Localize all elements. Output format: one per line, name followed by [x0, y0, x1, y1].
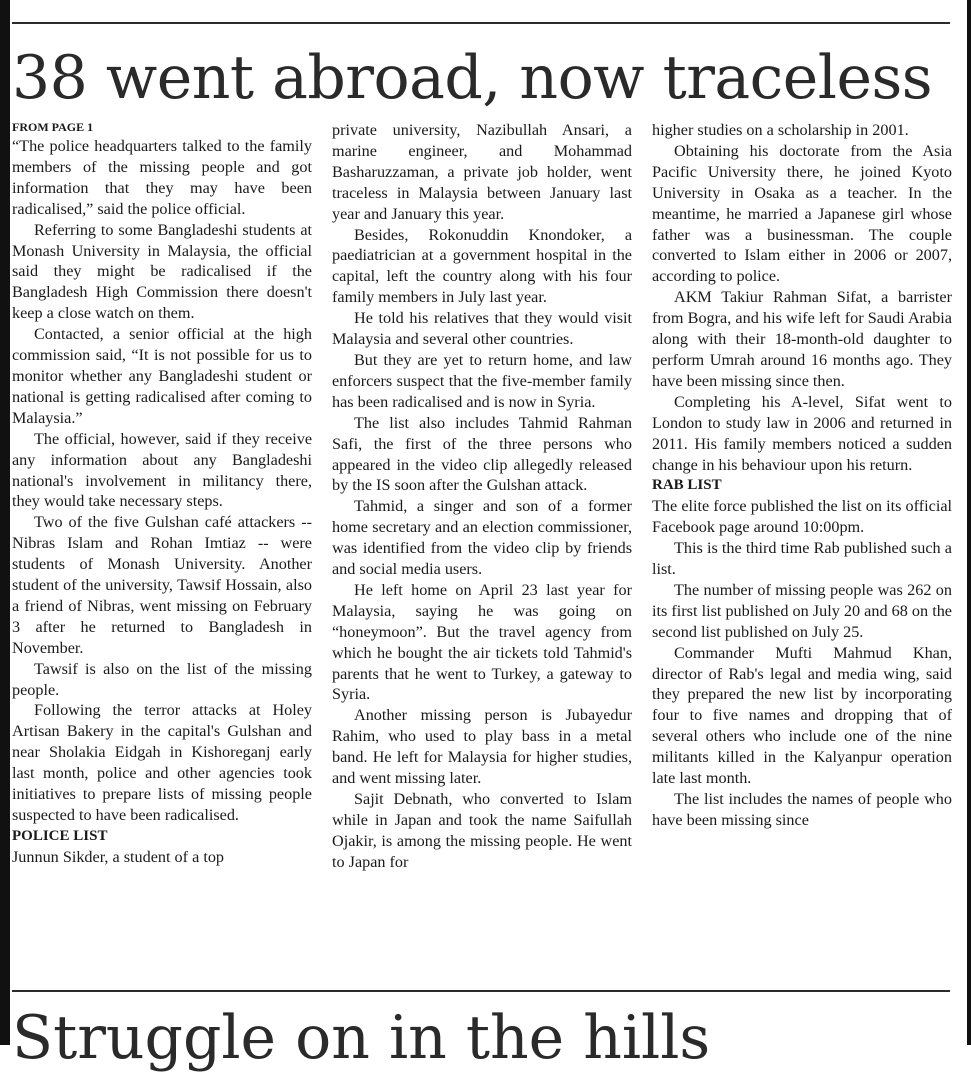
section-subhead-police-list: POLICE LIST	[12, 827, 108, 844]
bottom-rule	[12, 990, 950, 992]
article-column-3	[652, 120, 952, 976]
scan-left-edge	[0, 0, 10, 1045]
paragraph: The official, however, said if they receive any information about any Bangladeshi national's involvement in militancy there, they would take necessary steps.	[12, 429, 312, 511]
paragraph: He told his relatives that they would visit Malaysia and several other countries.	[332, 309, 632, 349]
paragraph: Referring to some Bangladeshi students at Monash University in Malaysia, the official said they might be radicalised if the Bangladesh High Commission there doesn't keep a close watch on them.	[12, 220, 312, 323]
paragraph: This is the third time Rab published such a list.	[652, 539, 952, 579]
paragraph: Junnun Sikder, a student of a top	[12, 847, 225, 866]
paragraph: Completing his A-level, Sifat went to London to study law in 2006 and returned in 2011. His family members noticed a sudden change in his behaviour upon his return.	[652, 392, 952, 474]
paragraph: The list includes the names of people who have been missing since	[652, 790, 952, 829]
paragraph: “The police headquarters talked to the family members of the missing people and got information that they may have been radicalised,” said the police official.	[12, 137, 312, 218]
scan-right-edge	[967, 0, 971, 1045]
paragraph: But they are yet to return home, and law enforcers suspect that the five-member family has been radicalised and is now in Syria.	[332, 350, 632, 411]
section-subhead-rab-list: RAB LIST	[652, 477, 722, 494]
paragraph: higher studies on a scholarship in 2001.	[652, 121, 909, 139]
paragraph: private university, Nazibullah Ansari, a marine engineer, and Mohammad Basharuzzaman, a private job holder, went traceless in Malaysia between January last year and January this year.	[332, 121, 632, 223]
paragraph: Contacted, a senior official at the high commission said, “It is not possible for us to monitor whether any Bangladeshi student or national is getting radicalised after coming to Malaysia.”	[12, 325, 312, 427]
paragraph: Following the terror attacks at Holey Artisan Bakery in the capital's Gulshan and near Sholakia Eidgah in Kishoreganj early last month, police and other agencies took initiatives to prepare lists of missing people suspected to have been radicalised.	[12, 701, 312, 824]
paragraph: Besides, Rokonuddin Knondoker, a paediatrician at a government hospital in the capital, left the country along with his four family members in July last year.	[332, 225, 632, 307]
paragraph: He left home on April 23 last year for Malaysia, saying he was going on “honeymoon”. But the travel agency from which he bought the air tickets told Tahmid's parents that he went to Turkey, a gateway to Syria.	[332, 580, 632, 704]
next-article-headline: Struggle on in the hills	[12, 1003, 711, 1073]
paragraph: Sajit Debnath, who converted to Islam while in Japan and took the name Saifullah Ojakir, is among the missing people. He went to Japan for	[332, 790, 632, 871]
article-headline: 38 went abroad, now traceless	[12, 43, 933, 113]
paragraph: The list also includes Tahmid Rahman Safi, the first of the three persons who appeared in the video clip allegedly released by the IS soon after the Gulshan attack.	[332, 413, 632, 495]
paragraph: Tahmid, a singer and son of a former home secretary and an election commissioner, was identified from the video clip by friends and social media users.	[332, 497, 632, 579]
paragraph: Tawsif is also on the list of the missing people.	[12, 659, 312, 699]
paragraph: The number of missing people was 262 on its first list published on July 20 and 68 on the second list published on July 25.	[652, 580, 952, 641]
article-column-2	[332, 120, 632, 976]
paragraph: AKM Takiur Rahman Sifat, a barrister from Bogra, and his wife left for Saudi Arabia along with their 18-month-old daughter to perform Umrah around 16 months ago. They have been missing since then.	[652, 288, 952, 390]
top-rule	[12, 22, 950, 24]
paragraph: Two of the five Gulshan café attackers -- Nibras Islam and Rohan Imtiaz -- were students of Monash University. Another student of the university, Tawsif Hossain, also a friend of Nibras, went missing on February 3 after he returned to Bangladesh in November.	[12, 513, 312, 657]
continuation-kicker: FROM PAGE 1	[12, 120, 94, 134]
paragraph: Another missing person is Jubayedur Rahim, who used to play bass in a metal band. He left for Malaysia for higher studies, and went missing later.	[332, 706, 632, 788]
paragraph: Obtaining his doctorate from the Asia Pacific University there, he joined Kyoto University in Osaka as a teacher. In the meantime, he married a Japanese girl whose father was a businessman. The couple converted to Islam either in 2006 or 2007, according to police.	[652, 141, 952, 286]
paragraph: Commander Mufti Mahmud Khan, director of Rab's legal and media wing, said they prepared the new list by incorporating four to five names and dropping that of several others who include one of the nine militants killed in the Kalyanpur operation late last month.	[652, 643, 952, 788]
paragraph: The elite force published the list on its official Facebook page around 10:00pm.	[652, 497, 952, 537]
article-column-1	[12, 120, 312, 976]
